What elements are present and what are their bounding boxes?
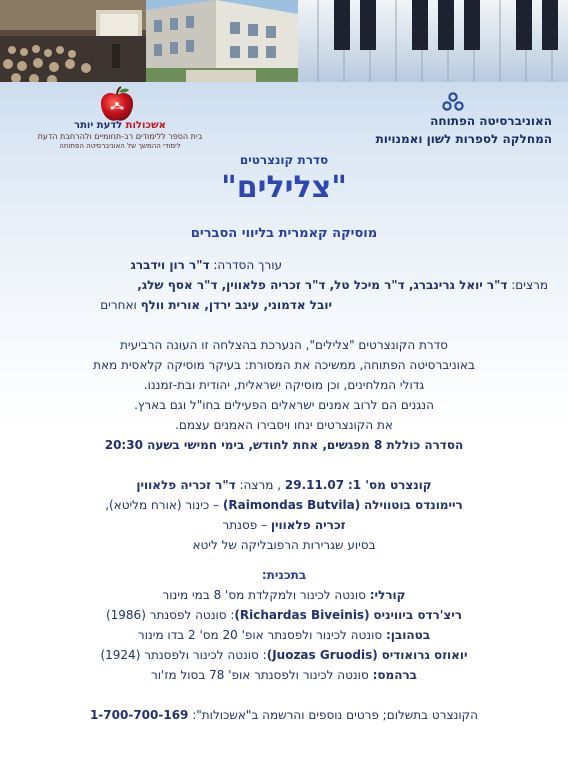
page-subtitle: מוסיקה קאמרית בליווי הסברים	[190, 226, 378, 241]
concert-header	[0, 478, 568, 492]
lecturers-names-2: יובל אדמוני, עינב ירדן, אורית וולף	[140, 298, 332, 312]
composer-name: יואוזס גרואודיס	[381, 648, 468, 662]
eshkolot-logo	[20, 86, 220, 156]
lecturers-names: ד"ר יואל גרינברג, ד"ר מיכל טל, ד"ר זכריה פלאווין, ד"ר אסף שלג,	[137, 278, 508, 292]
editor-name: ד"ר רון וידברג	[130, 258, 210, 272]
work-title: סונטה לכינור ולפסנתר אופ' 20 מס' 2 בדו מינור	[137, 628, 383, 642]
lecturers-prefix: מרצים:	[511, 278, 548, 292]
work-title: : סונטה לכינור ולפסנתר (1924)	[100, 648, 267, 662]
footer-note	[0, 708, 568, 722]
open-university-emblem-icon	[442, 92, 464, 116]
program-heading: בתכנית:	[261, 568, 307, 582]
performer-1-role: – כינור (אורח מליטא),	[105, 498, 220, 512]
description-line-5: את הקונצרטים ינחו ויסבירו האמנים עצמם.	[175, 418, 393, 432]
performer-1-name: ריימונדס בוטווילה	[364, 498, 463, 512]
concert-date: 29.11.07	[284, 478, 345, 492]
sponsor-note: בסיוע שגרירות הרפובליקה של ליטא	[192, 538, 376, 552]
footer-text: הקונצרט בתשלום; פרטים נוספים והרשמה ב"אשכולות":	[192, 708, 479, 722]
program-item	[0, 588, 568, 602]
performer-2-name: זכריה פלאווין	[270, 518, 346, 532]
description-line-6: הסדרה כוללת 8 מפגשים, אחת לחודש, בימי חמישי בשעה 20:30	[104, 438, 464, 452]
auditorium-photo	[0, 0, 146, 82]
composer-name: ריצ'רדס ביוויניס	[373, 608, 463, 622]
composer-name: ברהמס:	[372, 668, 417, 682]
composer-name-en: (Richardas Biveinis)	[234, 608, 370, 622]
work-title: סונטה לכינור ולמקלדת מס' 8 במי מינור	[162, 588, 366, 602]
description-line-3: גדולי המלחינים, וכן מוסיקה ישראלית, יהודית ובת-זמננו.	[143, 378, 425, 392]
program-item	[0, 628, 568, 642]
performer-2-role: – פסנתר	[222, 518, 268, 532]
composer-name: קורלי:	[369, 588, 406, 602]
lecturers-line-1	[137, 278, 548, 292]
description-line-1: סדרת הקונצרטים "צלילים", הנערכת בהצלחה זו העונה הרביעית	[120, 338, 448, 352]
photo-strip	[0, 0, 568, 82]
piano-keys-photo	[298, 0, 568, 82]
eshkolot-subtitle: בית הספר ללימודים רב-תחומיים ולהרחבת הדעת	[37, 132, 203, 141]
program-item	[0, 648, 568, 662]
performer-1	[0, 498, 568, 512]
performer-2	[0, 518, 568, 532]
footer-phone: 1-700-700-169	[89, 708, 189, 722]
description-line-4: הנגנים הם לרוב אמנים ישראלים הפעילים בחו"ל וגם בארץ.	[134, 398, 434, 412]
description-line-2: באוניברסיטה הפתוחה, ממשיכה את המסורת: בעיקר מוסיקה קלאסית מאת	[93, 358, 475, 372]
open-university-name: האוניברסיטה הפתוחה	[430, 114, 552, 128]
campus-building-photo	[146, 0, 298, 82]
lecturers-line-2	[100, 298, 332, 312]
concert-lecturer-name: ד"ר זכריה פלאווין	[136, 478, 236, 492]
work-title: סונטה לכינור ולפסנתר אופ' 78 בסול מז'ור	[151, 668, 369, 682]
editor-prefix: עורך הסדרה:	[213, 258, 282, 272]
composer-name: בטהובן:	[385, 628, 431, 642]
composer-name-en: (Juozas Gruodis)	[266, 648, 378, 662]
program-item	[0, 608, 568, 622]
series-editor	[131, 258, 282, 272]
department-name: המחלקה לספרות לשון ואמנויות	[375, 132, 552, 146]
eshkolot-title: אשכולות לדעת יותר	[74, 120, 166, 131]
concert-lecturer-prefix: , מרצה:	[239, 478, 282, 492]
program-item	[0, 668, 568, 682]
performer-1-name-en: (Raimondas Butvila)	[222, 498, 361, 512]
series-label: סדרת קונצרטים	[239, 153, 329, 167]
concert-label: קונצרט מס' 1:	[347, 478, 432, 492]
page-title: "צלילים"	[221, 170, 347, 205]
lecturers-others: ואחרים	[100, 298, 137, 312]
eshkolot-subtitle-2: לימודי ההמשך של האוניברסיטה הפתוחה	[59, 142, 181, 150]
work-title: : סונטה לפסנתר (1986)	[105, 608, 235, 622]
